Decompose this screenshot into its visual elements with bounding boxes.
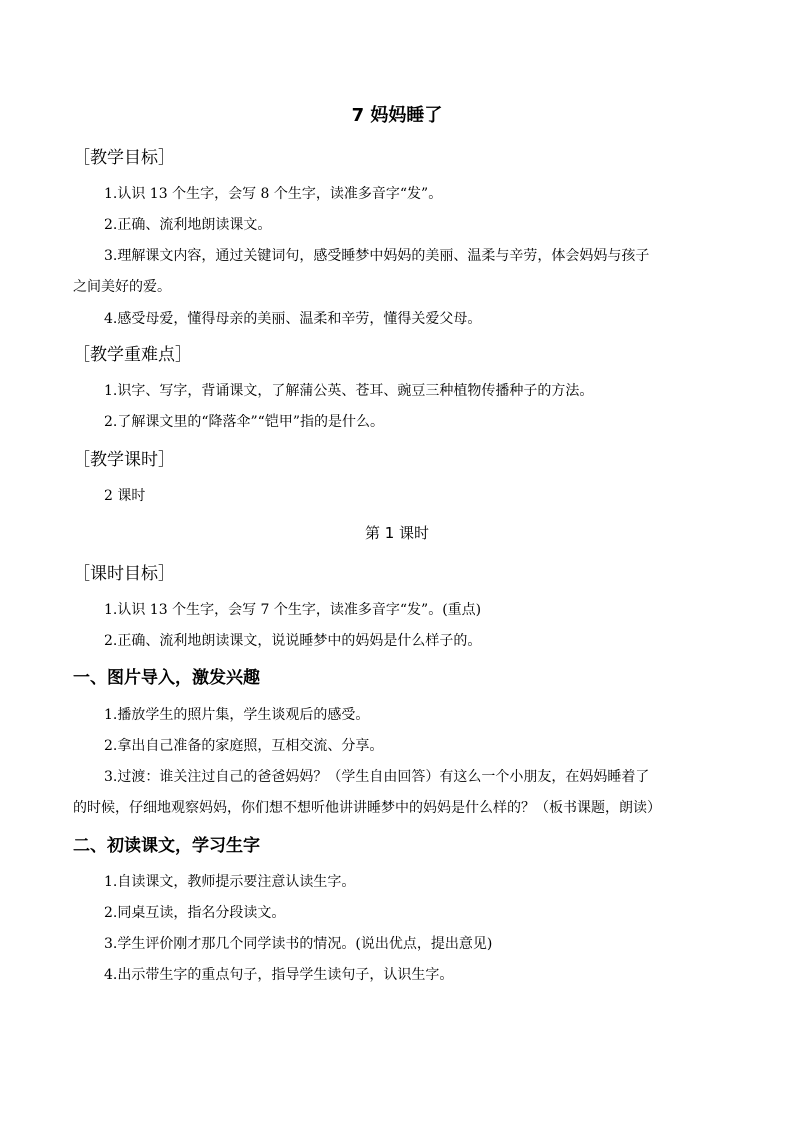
- objective-item: 1.认识 13 个生字，会写 8 个生字，读准多音字“发”。: [104, 186, 443, 202]
- part2-item: 3.学生评价刚才那几个同学读书的情况。(说出优点，提出意见): [104, 936, 493, 952]
- part2-heading: 二、初读课文，学习生字: [73, 836, 260, 856]
- key-points-heading: ［教学重难点］: [73, 345, 192, 365]
- lesson-goal-item: 1.认识 13 个生字，会写 7 个生字，读准多音字“发”。(重点): [104, 602, 482, 618]
- class-hours-value: 2 课时: [104, 488, 146, 504]
- key-point-item: 2.了解课文里的“降落伞”“铠甲”指的是什么。: [104, 414, 384, 430]
- objective-item-continuation: 之间美好的爱。: [73, 279, 171, 295]
- part1-heading: 一、图片导入，激发兴趣: [73, 668, 260, 688]
- objective-item: 3.理解课文内容，通过关键词句，感受睡梦中妈妈的美丽、温柔与辛劳，体会妈妈与孩子: [104, 248, 650, 264]
- lesson-goals-heading: ［课时目标］: [73, 564, 175, 584]
- lesson-heading: 第 1 课时: [364, 524, 430, 542]
- objectives-heading: ［教学目标］: [73, 148, 175, 168]
- part1-item: 3.过渡：谁关注过自己的爸爸妈妈？（学生自由回答）有这么一个小朋友，在妈妈睡着了: [104, 769, 650, 785]
- page-title: 7 妈妈睡了: [351, 105, 443, 126]
- part2-item: 2.同桌互读，指名分段读文。: [104, 905, 286, 921]
- lesson-goal-item: 2.正确、流利地朗读课文，说说睡梦中的妈妈是什么样子的。: [104, 633, 482, 649]
- key-point-item: 1.识字、写字，背诵课文，了解蒲公英、苍耳、豌豆三种植物传播种子的方法。: [104, 383, 594, 399]
- class-hours-heading: ［教学课时］: [73, 450, 175, 470]
- part2-item: 1.自读课文，教师提示要注意认读生字。: [104, 874, 356, 890]
- part1-item: 1.播放学生的照片集，学生谈观后的感受。: [104, 707, 370, 723]
- part2-item: 4.出示带生字的重点句子，指导学生读句子，认识生字。: [104, 967, 454, 983]
- part1-item-continuation: 的时候，仔细地观察妈妈，你们想不想听他讲讲睡梦中的妈妈是什么样的？（板书课题，朗读）: [73, 800, 661, 816]
- part1-item: 2.拿出自己准备的家庭照，互相交流、分享。: [104, 738, 384, 754]
- objective-item: 4.感受母爱，懂得母亲的美丽、温柔和辛劳，懂得关爱父母。: [104, 311, 482, 327]
- objective-item: 2.正确、流利地朗读课文。: [104, 217, 272, 233]
